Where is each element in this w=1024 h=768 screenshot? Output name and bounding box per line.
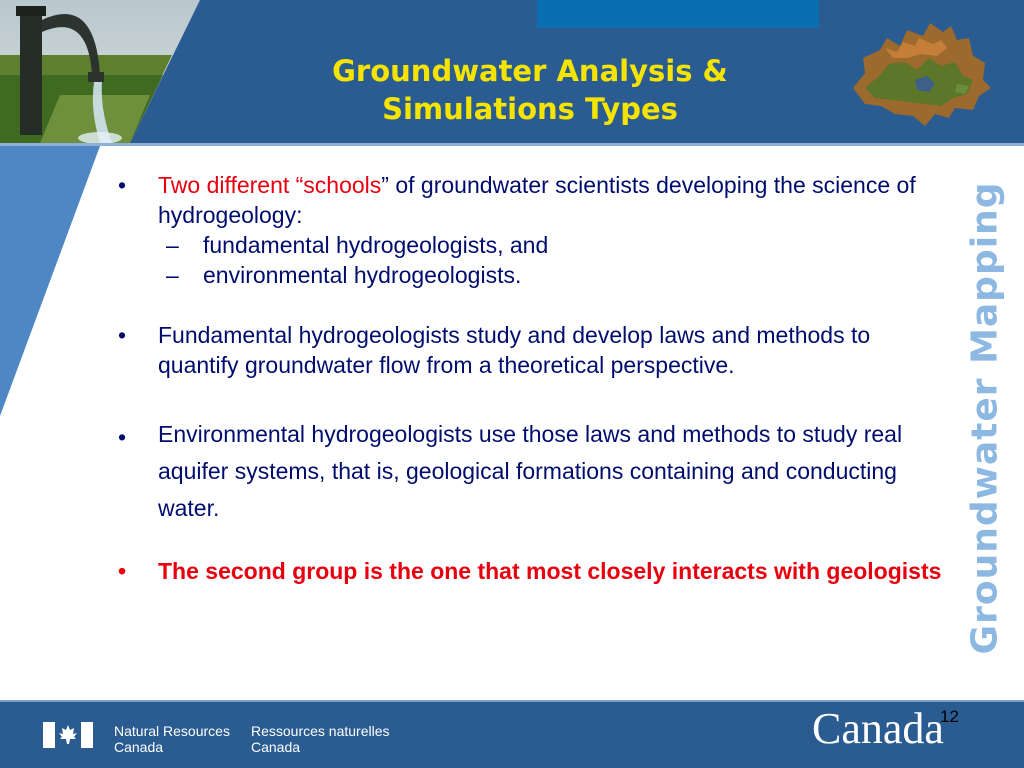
bullet-icon: •	[118, 172, 127, 198]
canada-map	[845, 18, 995, 138]
signature-en-line-2: Canada	[114, 739, 164, 755]
dash-icon: –	[166, 262, 179, 288]
slide-body	[118, 170, 953, 585]
sub-item-environmental	[118, 260, 953, 290]
environmental-text: Environmental hydrogeologists use those laws and methods to study real aquifer systems, that is, geological formations containing and conducting water	[158, 421, 903, 521]
sub-item-label: environmental hydrogeologists.	[203, 262, 522, 288]
signature-english	[114, 723, 230, 755]
title-line-1: Groundwater Analysis &	[332, 54, 728, 88]
signature-french	[251, 723, 390, 755]
fundamental-text: Fundamental hydrogeologists study and develop laws and methods to quantify groundwater flow from a theoretical perspective.	[158, 322, 871, 378]
two-schools-text: ” of groundwater scientists developing the science of hydrogeology:	[158, 172, 916, 228]
header-accent-strip	[537, 0, 819, 28]
page-number: 12	[940, 707, 959, 726]
slide-title	[230, 52, 830, 128]
header-banner	[0, 0, 1024, 143]
side-wedge-decoration	[0, 146, 100, 416]
signature-fr-line-2: Canada	[251, 739, 301, 755]
vertical-label: Groundwater Mapping	[964, 181, 1006, 655]
canada-wordmark: Canada	[812, 704, 944, 753]
bullet-second-group	[118, 557, 953, 585]
environmental-period: .	[212, 495, 220, 521]
signature-fr-line-1: Ressources naturelles	[251, 723, 390, 739]
canada-flag-icon	[43, 722, 93, 748]
title-line-2: Simulations Types	[382, 92, 678, 126]
bullet-two-schools	[118, 170, 953, 230]
sub-item-fundamental	[118, 230, 953, 260]
sub-item-label: fundamental hydrogeologists, and	[203, 232, 549, 258]
bullet-icon: •	[118, 424, 127, 450]
water-pump-photo	[0, 0, 200, 143]
dash-icon: –	[166, 232, 179, 258]
bullet-fundamental	[118, 320, 953, 380]
footer-rule	[0, 700, 1024, 702]
bullet-icon: •	[118, 558, 127, 584]
header-rule	[0, 143, 1024, 146]
second-group-text: The second group is the one that most closely interacts with geologists	[158, 558, 942, 584]
signature-en-line-1: Natural Resources	[114, 723, 230, 739]
bullet-icon: •	[118, 322, 127, 348]
bullet-environmental	[118, 416, 953, 527]
two-schools-highlight: Two different “schools	[158, 172, 382, 198]
